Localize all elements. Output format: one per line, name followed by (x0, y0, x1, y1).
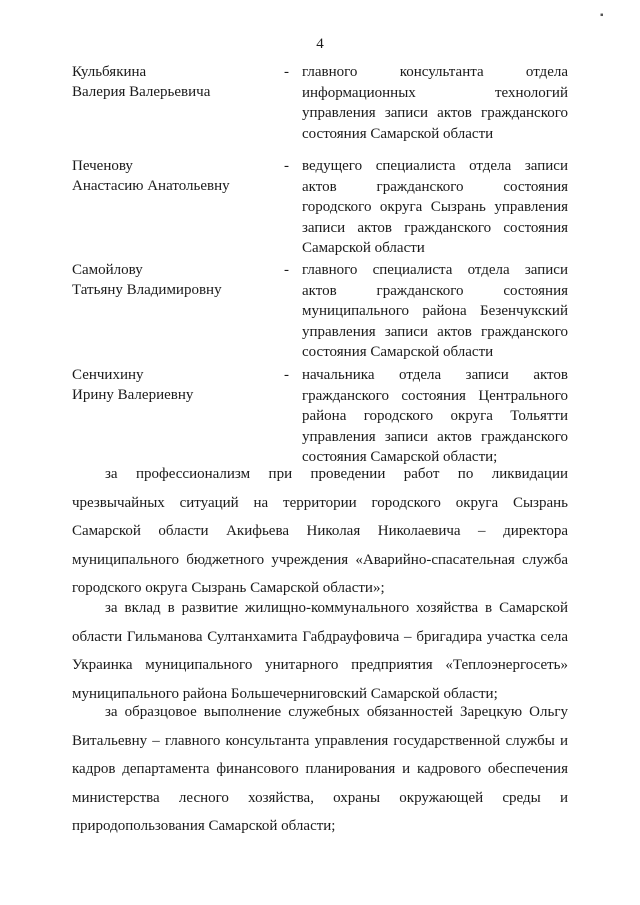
person-name (72, 365, 272, 405)
person-surname: Сенчихину (72, 367, 144, 383)
entry-dash: - (284, 262, 289, 278)
award-paragraph: за профессионализм при проведении работ по ликвидации чрезвычайных ситуаций на территории городского округа Сызрань Самарской области Акифьева Николая Николаевича – директора муниципального бюджетного учреждения «Аварийно-спасательная служба городского округа Сызрань Самарской области»; (72, 466, 568, 596)
person-position: главного консультанта отдела информационных технологий управления записи актов гражданского состояния Самарской области (302, 64, 568, 142)
entry-dash: - (284, 64, 289, 80)
person-given-name: Татьяну Владимировну (72, 282, 222, 298)
person-surname: Кульбякина (72, 64, 147, 80)
person-given-name: Ирину Валериевну (72, 387, 194, 403)
page-number: 4 (316, 36, 324, 52)
person-name (72, 260, 272, 300)
award-paragraph: за образцовое выполнение служебных обязанностей Зарецкую Ольгу Витальевну – главного консультанта управления государственной службы и кадров департамента финансового планирования и кадрового обеспечения министерства лесного хозяйства, охраны окружающей среды и природопользования Самарской области; (72, 704, 568, 834)
entry-dash: - (284, 158, 289, 174)
person-surname: Печенову (72, 158, 133, 174)
person-name (72, 156, 272, 196)
person-given-name: Валерия Валерьевича (72, 84, 211, 100)
person-position: начальника отдела записи актов гражданского состояния Центрального района городского округа Тольятти управления записи актов гражданского состояния Самарской области; (302, 367, 568, 465)
person-position: ведущего специалиста отдела записи актов гражданского состояния городского округа Сызрань управления записи актов гражданского состояния Самарской области (302, 158, 568, 256)
scan-speck: ▪ (600, 10, 604, 21)
entry-dash: - (284, 367, 289, 383)
person-given-name: Анастасию Анатольевну (72, 178, 230, 194)
person-position: главного специалиста отдела записи актов гражданского состояния муниципального района Безенчукский управления записи актов гражданского состояния Самарской области (302, 262, 568, 360)
award-paragraph: за вклад в развитие жилищно-коммунального хозяйства в Самарской области Гильманова Султанхамита Габдрауфовича – бригадира участка села Украинка муниципального унитарного предприятия «Теплоэнергосеть» муниципального района Большечерниговский Самарской области; (72, 600, 568, 702)
person-name (72, 62, 272, 102)
person-surname: Самойлову (72, 262, 143, 278)
